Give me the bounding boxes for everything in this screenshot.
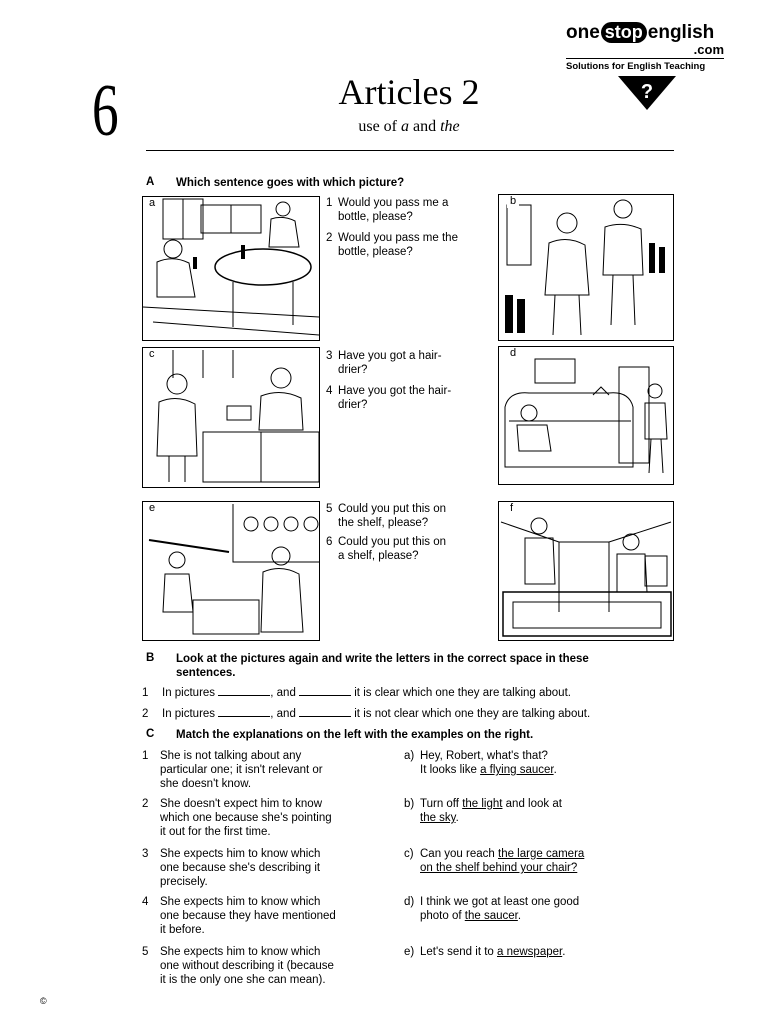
section-a-letter: A bbox=[146, 176, 155, 188]
picture-label: f bbox=[507, 502, 516, 515]
picture-label: b bbox=[507, 195, 519, 208]
picture-label: c bbox=[146, 348, 158, 361]
bedroom-illustration bbox=[499, 347, 673, 484]
example-d: d) I think we got at least one good photo of the saucer. bbox=[404, 896, 580, 922]
unit-number: 6 bbox=[92, 70, 119, 152]
sentence-4: 4 Have you got the hair- drier? bbox=[326, 385, 452, 411]
sentence-1: 1 Would you pass me a bottle, please? bbox=[326, 197, 449, 223]
picture-b bbox=[498, 194, 674, 341]
explanation-5: 5 She expects him to know which one without describing it (because it is the only one she can mean). bbox=[142, 946, 334, 986]
picture-f bbox=[498, 501, 674, 641]
picture-d bbox=[498, 346, 674, 485]
copyright-mark: © bbox=[40, 996, 47, 1006]
page-title: Articles 2 bbox=[338, 72, 480, 112]
picture-c bbox=[142, 347, 320, 488]
section-c-letter: C bbox=[146, 728, 155, 740]
shop-counter-illustration bbox=[499, 502, 673, 640]
example-c: c) Can you reach the large camera on the shelf behind your chair? bbox=[404, 848, 585, 874]
sentence-5: 5 Could you put this on the shelf, please? bbox=[326, 503, 447, 529]
bottle-shop-illustration bbox=[499, 195, 673, 340]
sentence-2: 2 Would you pass me the bottle, please? bbox=[326, 232, 458, 258]
sentence-6: 6 Could you put this on a shelf, please? bbox=[326, 536, 447, 562]
header-rule bbox=[146, 150, 674, 151]
picture-label: d bbox=[507, 347, 519, 360]
example-a: a) Hey, Robert, what's that? It looks like a flying saucer. bbox=[404, 750, 557, 776]
answer-blank[interactable] bbox=[299, 686, 351, 696]
answer-blank[interactable] bbox=[218, 686, 270, 696]
answer-blank[interactable] bbox=[299, 707, 351, 717]
sentence-3: 3 Have you got a hair- drier? bbox=[326, 350, 442, 376]
explanation-1: 1 She is not talking about any particular one; it isn't relevant or she doesn't know. bbox=[142, 750, 323, 790]
picture-a bbox=[142, 196, 320, 341]
hair-salon-illustration bbox=[143, 348, 319, 487]
page-subtitle: use of a and the bbox=[358, 118, 460, 135]
section-b-letter: B bbox=[146, 652, 155, 664]
picture-e bbox=[142, 501, 320, 641]
section-a-instruction: Which sentence goes with which picture? bbox=[176, 177, 405, 189]
example-b: b) Turn off the light and look at the sky. bbox=[404, 798, 562, 824]
help-triangle-icon bbox=[618, 76, 676, 110]
explanation-3: 3 She expects him to know which one because she's describing it precisely. bbox=[142, 848, 321, 888]
dining-scene-illustration bbox=[143, 197, 319, 340]
section-b-instruction: Look at the pictures again and write the letters in the correct space in these sentences. bbox=[176, 653, 589, 679]
example-e: e) Let's send it to a newspaper. bbox=[404, 946, 566, 958]
explanation-2: 2 She doesn't expect him to know which one because she's pointing it out for the first time. bbox=[142, 798, 332, 838]
section-b-item-1: 1 In pictures , and it is clear which one they are talking about. bbox=[142, 687, 571, 699]
explanation-4: 4 She expects him to know which one because they have mentioned it before. bbox=[142, 896, 336, 936]
onestopenglish-logo: one stop english .com Solutions for English Teaching bbox=[566, 22, 724, 72]
svg-text:?: ? bbox=[640, 81, 654, 103]
picture-label: e bbox=[146, 502, 158, 515]
answer-blank[interactable] bbox=[218, 707, 270, 717]
section-b-item-2: 2 In pictures , and it is not clear which one they are talking about. bbox=[142, 708, 591, 720]
kitchen-shelf-illustration bbox=[143, 502, 319, 640]
section-c-instruction: Match the explanations on the left with the examples on the right. bbox=[176, 729, 534, 741]
picture-label: a bbox=[146, 197, 158, 210]
